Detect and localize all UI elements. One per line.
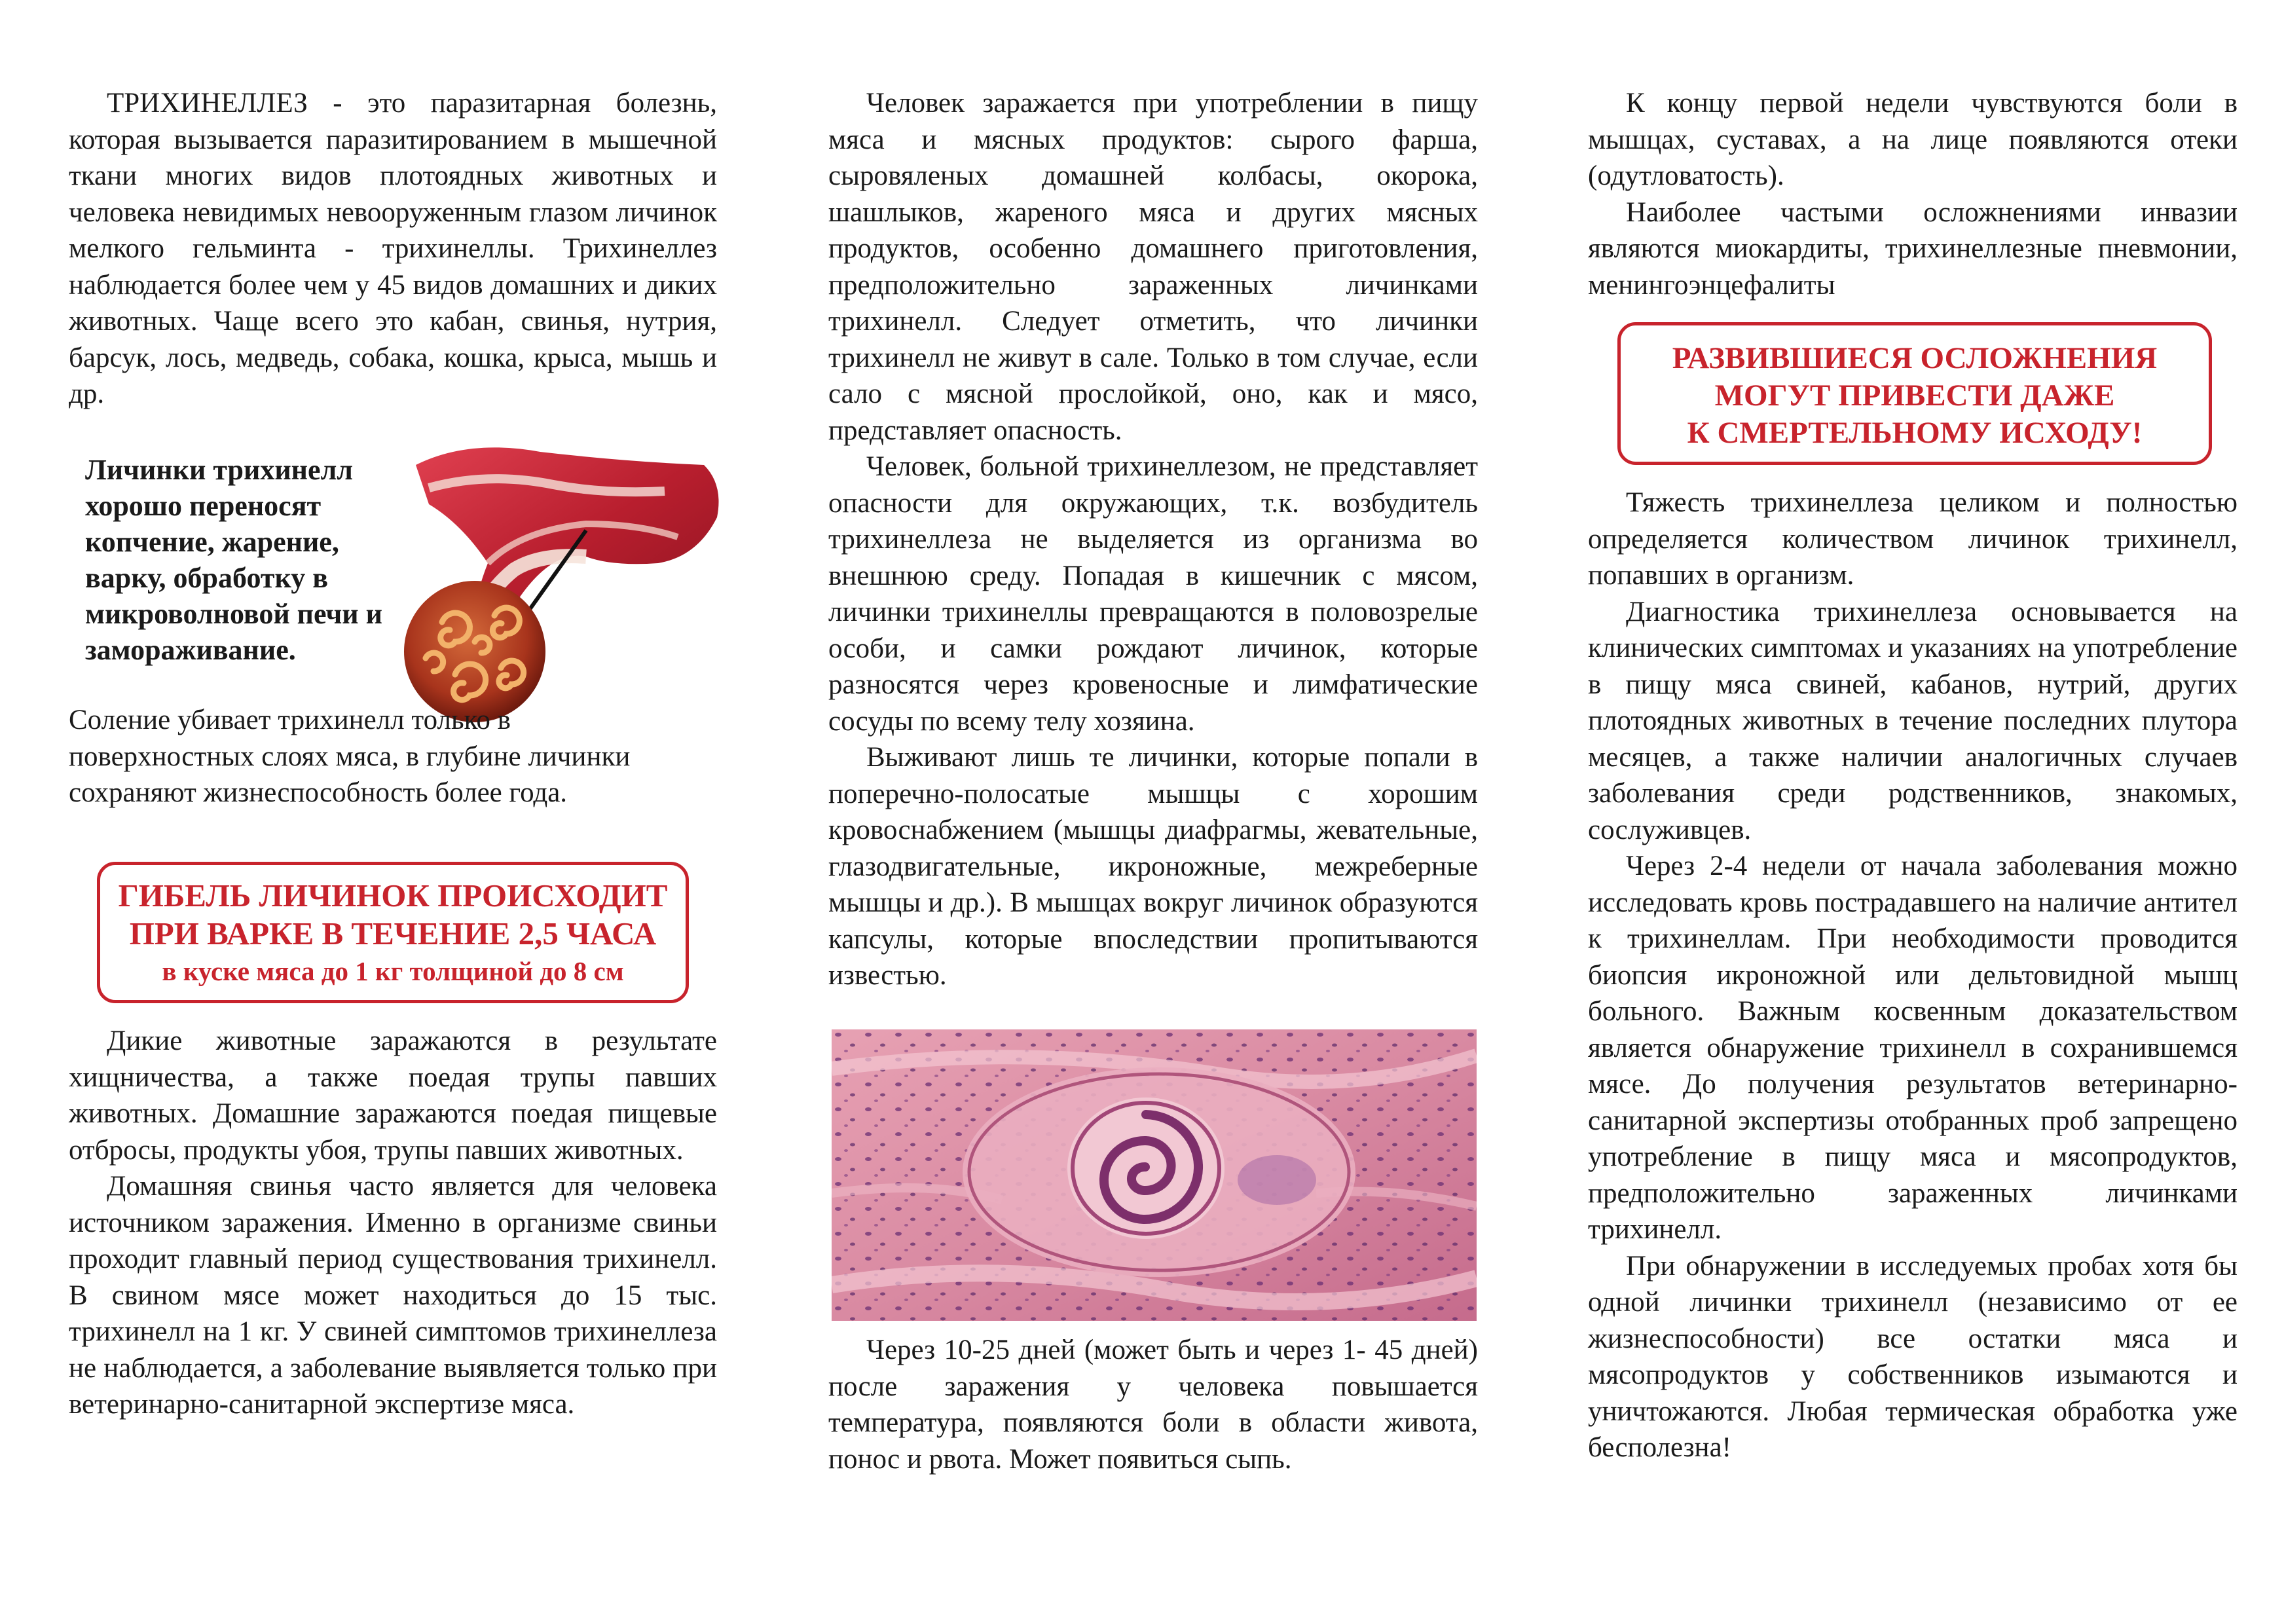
fatal-warning-line3: К СМЕРТЕЛЬНОМУ ИСХОДУ! [1687,416,2143,450]
meat-with-larvae-illustration [390,426,730,727]
column-left-bottom [69,1023,717,1423]
domestic-pig-paragraph: Домашняя свинья часто является для человека источником заражения. Именно в организме свиньи проходит главный период существования трихинелл. В свином мясе может находиться до 15 тыс. трихинелл на 1 кг. У свиней симптомов трихинеллеза не наблюдается, а заболевание выявляется только при ветеринарно-санитарной экспертизе мяса. [69,1171,717,1420]
fatal-warning-line2: МОГУТ ПРИВЕСТИ ДАЖЕ [1714,378,2115,413]
column-middle [828,85,1478,994]
boiling-warning-line3: в куске мяса до 1 кг толщиной до 8 см [162,956,624,986]
larva-micrograph [832,1029,1477,1321]
intro-paragraph: ТРИХИНЕЛЛЕЗ - это паразитарная болезнь, которая вызывается паразитированием в мышечной ткани многих видов плотоядных животных и человека невидимых невооруженным глазом личинок мелкого гельминта - трихинеллы. Трихинеллез наблюдается более чем у 45 видов домашних и диких животных. Чаще всего это кабан, свинья, нутрия, барсук, лось, медведь, собака, кошка, крыса, мышь и др. [69,88,717,409]
complications-paragraph: Наиболее частыми осложнениями инвазии являются миокардиты, трихинеллезные пневмонии, менингоэнцефалиты [1588,196,2238,301]
severity-paragraph: Тяжесть трихинеллеза целиком и полностью определяется количеством личинок трихинелл, попавших в организм. [1588,487,2238,591]
column-right [1588,85,2238,303]
transmission-paragraph: Человек, больной трихинеллезом, не представляет опасности для окружающих, т.к. возбудитель трихинеллеза не выделяется из организма во внешнюю среду. Попадая в кишечник с мясом, личинки трихинеллы превращаются в половозрелые особи, и самки рождают личинок, которые разносятся через кровеносные и лимфатические сосуды по всему телу хозяина. [828,451,1478,737]
muscle-larvae-paragraph: Выживают лишь те личинки, которые попали в поперечно-полосатые мышцы с хорошим кровоснабжением (мышцы диафрагмы, жевательные, глазодвигательные, икроножные, межреберные мышцы и др.). В мышцах вокруг личинок образуются капсулы, которые впоследствии пропитываются известью. [828,742,1478,991]
disposal-paragraph: При обнаружении в исследуемых пробах хотя бы одной личинки трихинелл (независимо от ее жизнеспособности) все остатки мяса и мясопродуктов у собственников изымаются и уничтожаются. Любая термическая обработка уже бесполезна! [1588,1250,2238,1463]
diagnosis-paragraph: Диагностика трихинеллеза основывается на клинических симптомах и указаниях на употребление в пищу мяса свиней, кабанов, нутрий, других плотоядных животных в течение последних плутора месяцев, а также наличии аналогичных случаев заболевания среди родственников, знакомых, сослуживцев. [1588,596,2238,845]
boiling-warning-line2: ПРИ ВАРКЕ В ТЕЧЕНИЕ 2,5 ЧАСА [129,915,657,951]
blood-test-paragraph: Через 2-4 недели от начала заболевания можно исследовать кровь пострадавшего на наличие антител к трихинеллам. При необходимости проводится биопсия икроножной или дельтовидной мышц больного. Важным косвенным доказательством является обнаружение трихинелл в сохранившемся мясе. До получения результатов ветеринарно-санитарной экспертизы отобранных проб запрещено употребление в пищу мяса и мясопродуктов, предположительно зараженных личинками трихинелл. [1588,851,2238,1245]
infection-paragraph: Человек заражается при употреблении в пищу мяса и мясных продуктов: сырого фарша, сыровяленых домашней колбасы, окорока, шашлыков, жареного мяса и других мясных продуктов, особенно домашнего приготовления, предположительно зараженных личинками трихинелл. Следует отметить, что личинки трихинелл не живут в сале. Только в том случае, если сало с мясной прослойкой, оно, как и мясо, представляет опасность. [828,88,1478,446]
boiling-warning-line1: ГИБЕЛЬ ЛИЧИНОК ПРОИСХОДИТ [118,877,668,913]
fatal-warning-line1: РАЗВИВШИЕСЯ ОСЛОЖНЕНИЯ [1672,341,2158,375]
column-left [69,85,717,413]
first-week-paragraph: К концу первой недели чувствуются боли в мышцах, суставах, а на лице появляются отеки (одутловатость). [1588,88,2238,191]
column-right-bottom [1588,485,2238,1466]
larvae-resistance-caption: Личинки трихинелл хорошо переносят копчение, жарение, варку, обработку в микроволновой печи и замораживание. [85,454,382,666]
boiling-warning-box [97,862,689,1003]
column-middle-bottom [828,1332,1478,1477]
salting-note: Соление убивает трихинелл только в поверхностных слоях мяса, в глубине личинки сохраняют жизнеспособность более года. [69,705,631,808]
symptoms-paragraph: Через 10-25 дней (может быть и через 1- 45 дней) после заражения у человека повышается температура, появляются боли в области живота, понос и рвота. Может появиться сыпь. [828,1335,1478,1475]
wild-animals-paragraph: Дикие животные заражаются в результате хищничества, а также поедая трупы павших животных. Домашние заражаются поедая пищевые отбросы, продукты убоя, трупы павших животных. [69,1025,717,1166]
fatal-warning-box [1617,322,2212,465]
